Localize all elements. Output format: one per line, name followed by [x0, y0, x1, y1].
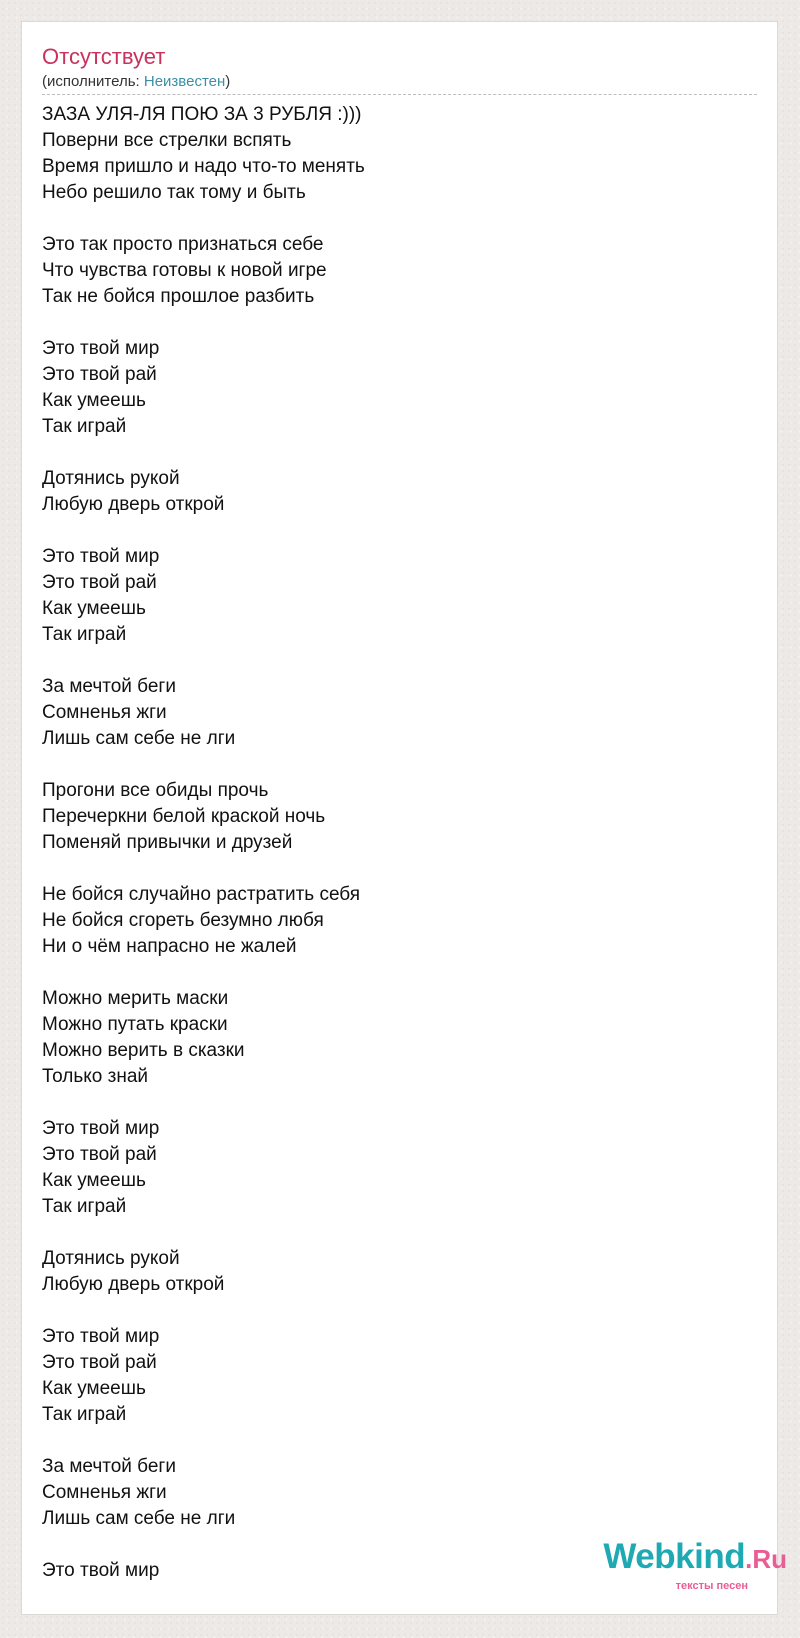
lyric-line: ЗАЗА УЛЯ-ЛЯ ПОЮ ЗА 3 РУБЛЯ :))) — [42, 104, 362, 125]
lyric-blank-line — [42, 1090, 365, 1116]
artist-suffix: ) — [225, 73, 231, 90]
site-logo[interactable] — [603, 1538, 787, 1576]
lyric-blank-line — [42, 1220, 365, 1246]
lyric-line: Это твой мир — [42, 338, 160, 359]
lyric-blank-line — [42, 518, 365, 544]
lyric-blank-line — [42, 856, 365, 882]
header-divider — [42, 94, 757, 95]
lyric-line: За мечтой беги — [42, 1456, 176, 1477]
lyric-line: Время пришло и надо что-то менять — [42, 156, 365, 177]
lyric-line: Так играй — [42, 1404, 127, 1425]
artist-line — [42, 73, 230, 91]
lyric-blank-line — [42, 960, 365, 986]
logo-tagline: тексты песен — [675, 1580, 748, 1592]
lyric-line: Любую дверь открой — [42, 494, 225, 515]
lyric-blank-line — [42, 206, 365, 232]
lyric-line: Можно путать краски — [42, 1014, 228, 1035]
lyric-line: Как умеешь — [42, 1378, 146, 1399]
lyric-line: Ни о чём напрасно не жалей — [42, 936, 297, 957]
lyric-line: Так играй — [42, 416, 127, 437]
lyrics-body — [42, 102, 365, 1584]
lyric-blank-line — [42, 1298, 365, 1324]
lyric-line: Поверни все стрелки вспять — [42, 130, 292, 151]
lyric-line: Лишь сам себе не лги — [42, 1508, 236, 1529]
lyric-line: Как умеешь — [42, 598, 146, 619]
lyric-line: Это твой мир — [42, 1118, 160, 1139]
lyric-blank-line — [42, 440, 365, 466]
lyric-line: Поменяй привычки и друзей — [42, 832, 293, 853]
lyric-line: Так играй — [42, 1196, 127, 1217]
lyric-line: Любую дверь открой — [42, 1274, 225, 1295]
artist-prefix: (исполнитель: — [42, 73, 144, 90]
lyric-line: Это твой мир — [42, 546, 160, 567]
lyric-line: Это твой рай — [42, 1144, 157, 1165]
lyric-line: Это твой мир — [42, 1560, 160, 1581]
lyric-line: Так играй — [42, 624, 127, 645]
lyric-line: Так не бойся прошлое разбить — [42, 286, 315, 307]
lyric-line: Как умеешь — [42, 1170, 146, 1191]
lyric-line: Это твой рай — [42, 572, 157, 593]
lyric-line: Можно верить в сказки — [42, 1040, 245, 1061]
lyric-blank-line — [42, 1428, 365, 1454]
song-title: Отсутствует — [42, 44, 166, 69]
logo-tld: .Ru — [745, 1544, 787, 1574]
lyric-line: Можно мерить маски — [42, 988, 229, 1009]
lyric-line: Что чувства готовы к новой игре — [42, 260, 327, 281]
lyric-blank-line — [42, 752, 365, 778]
lyric-line: Дотянись рукой — [42, 1248, 180, 1269]
lyric-blank-line — [42, 1532, 365, 1558]
lyric-line: Не бойся случайно растратить себя — [42, 884, 361, 905]
artist-link[interactable]: Неизвестен — [143, 73, 226, 90]
lyric-blank-line — [42, 310, 365, 336]
lyric-line: Как умеешь — [42, 390, 146, 411]
lyric-line: Сомненья жги — [42, 702, 167, 723]
lyrics-card — [21, 21, 778, 1615]
lyric-line: Это твой рай — [42, 364, 157, 385]
lyric-line: Это твой рай — [42, 1352, 157, 1373]
lyric-line: Лишь сам себе не лги — [42, 728, 236, 749]
lyric-line: За мечтой беги — [42, 676, 176, 697]
lyric-line: Это так просто признаться себе — [42, 234, 324, 255]
lyric-blank-line — [42, 648, 365, 674]
lyric-line: Это твой мир — [42, 1326, 160, 1347]
logo-name: Webkind — [603, 1537, 746, 1576]
lyric-line: Перечеркни белой краской ночь — [42, 806, 326, 827]
lyric-line: Дотянись рукой — [42, 468, 180, 489]
lyric-line: Только знай — [42, 1066, 149, 1087]
lyric-line: Прогони все обиды прочь — [42, 780, 269, 801]
lyric-line: Небо решило так тому и быть — [42, 182, 306, 203]
lyric-line: Не бойся сгореть безумно любя — [42, 910, 324, 931]
lyric-line: Сомненья жги — [42, 1482, 167, 1503]
